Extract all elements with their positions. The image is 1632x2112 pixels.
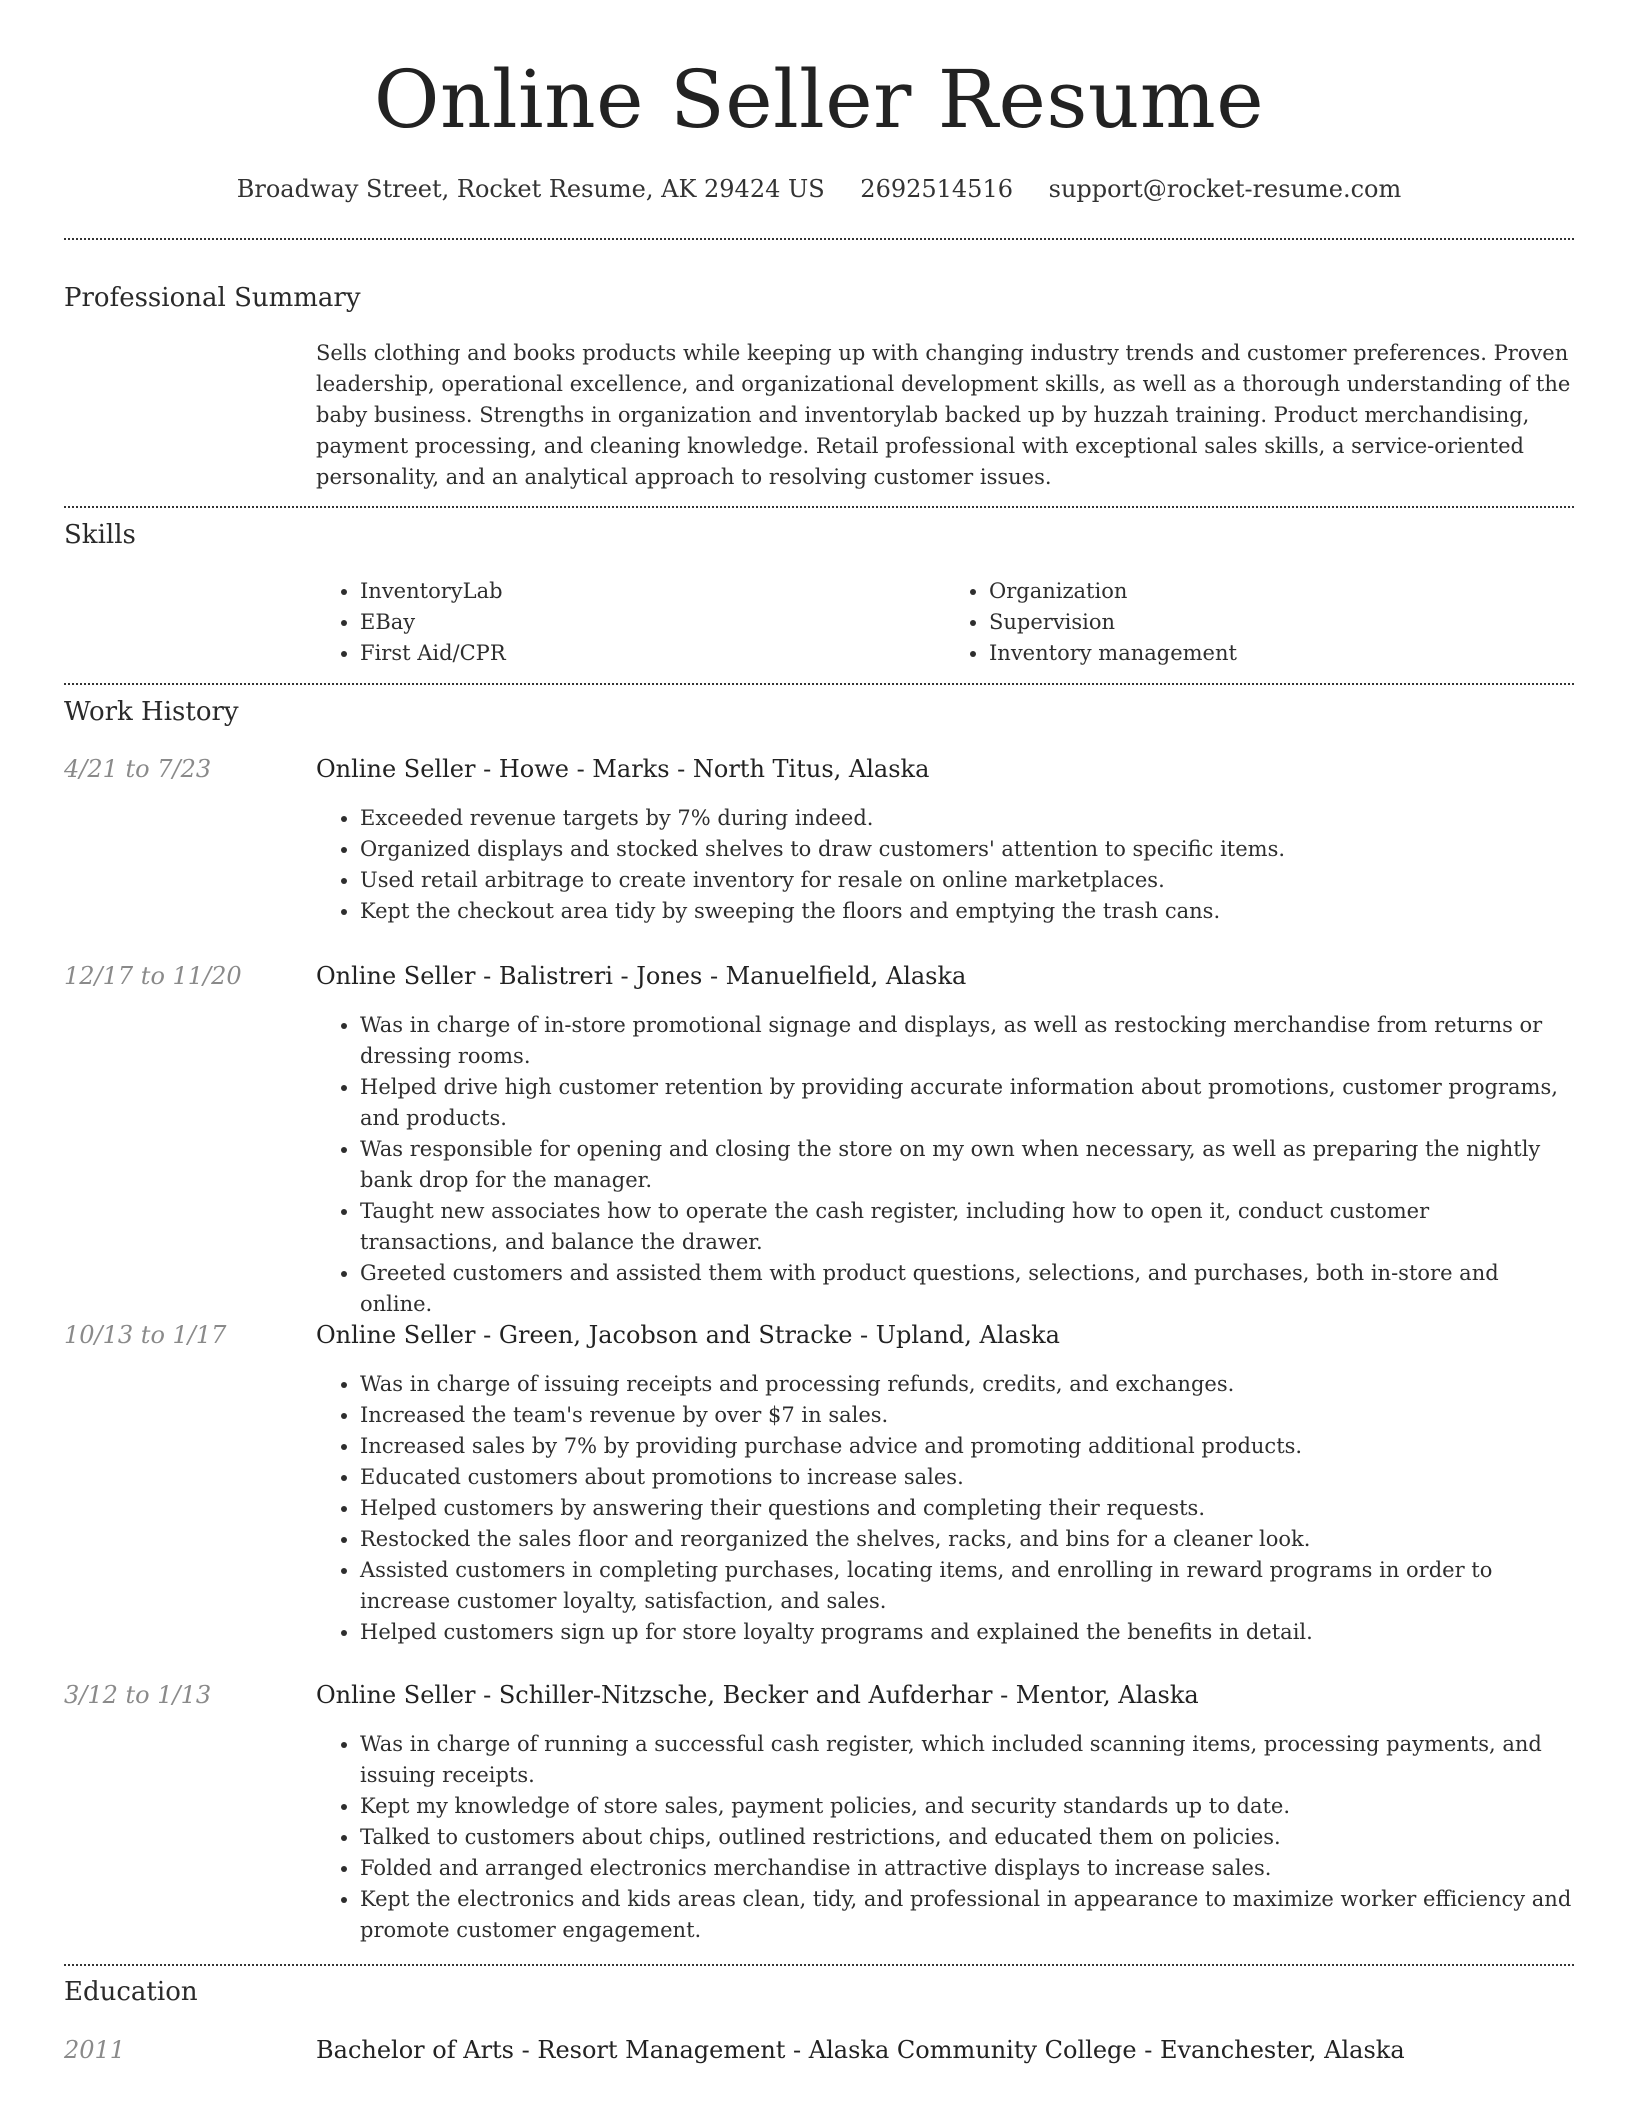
job-bullet: • Was in charge of in-store promotional signage and displays, as well as restocking merchandise from returns or dressing rooms. <box>360 1010 1574 1072</box>
job-bullet: • Used retail arbitrage to create inventory for resale on online marketplaces. <box>360 865 1574 896</box>
job-title: Online Seller - Schiller-Nitzsche, Becker and Aufderhar - Mentor, Alaska <box>316 1681 1199 1709</box>
job-bullet: • Kept the checkout area tidy by sweeping the floors and emptying the trash cans. <box>360 896 1574 927</box>
job-bullet: • Restocked the sales floor and reorganized the shelves, racks, and bins for a cleaner look. <box>360 1524 1574 1555</box>
job-dates: 4/21 to 7/23 <box>64 755 212 783</box>
skill-item: • EBay <box>360 607 945 638</box>
work-heading: Work History <box>64 697 239 727</box>
job-title: Online Seller - Howe - Marks - North Titus, Alaska <box>316 755 930 783</box>
job-dates: 12/17 to 11/20 <box>64 962 242 990</box>
job-dates: 10/13 to 1/17 <box>64 1321 227 1349</box>
job-bullet: • Increased the team's revenue by over $7 in sales. <box>360 1400 1574 1431</box>
education-heading: Education <box>64 1977 198 2007</box>
job-bullet: • Was in charge of running a successful cash register, which included scanning items, processing payments, and issuing receipts. <box>360 1729 1574 1791</box>
job-title: Online Seller - Green, Jacobson and Stracke - Upland, Alaska <box>316 1321 1060 1349</box>
divider <box>64 683 1574 685</box>
job-bullet: • Kept my knowledge of store sales, payment policies, and security standards up to date. <box>360 1791 1574 1822</box>
skills-heading: Skills <box>64 520 136 550</box>
job-bullet: • Helped customers by answering their questions and completing their requests. <box>360 1493 1574 1524</box>
job-bullet: • Taught new associates how to operate the cash register, including how to open it, conduct customer transactions, and balance the drawer. <box>360 1196 1574 1258</box>
job-bullet: • Helped customers sign up for store loyalty programs and explained the benefits in detail. <box>360 1617 1574 1648</box>
job-bullet: • Helped drive high customer retention by providing accurate information about promotions, customer programs, and products. <box>360 1072 1574 1134</box>
job-bullet: • Assisted customers in completing purchases, locating items, and enrolling in reward programs in order to increase customer loyalty, satisfaction, and sales. <box>360 1555 1574 1617</box>
education-degree: Bachelor of Arts - Resort Management - Alaska Community College - Evanchester, Alaska <box>316 2036 1405 2064</box>
job-bullet: • Folded and arranged electronics merchandise in attractive displays to increase sales. <box>360 1853 1574 1884</box>
contact-line <box>64 172 1574 206</box>
job-bullet: • Was responsible for opening and closing the store on my own when necessary, as well as preparing the nightly bank drop for the manager. <box>360 1134 1574 1196</box>
job-bullets <box>316 1010 1574 1320</box>
job-bullet: • Increased sales by 7% by providing purchase advice and promoting additional products. <box>360 1431 1574 1462</box>
contact-address: Broadway Street, Rocket Resume, AK 29424 US <box>236 175 825 203</box>
skills-column-left <box>316 576 945 669</box>
skill-item: • Organization <box>989 576 1574 607</box>
divider <box>64 506 1574 508</box>
job-bullet: • Was in charge of issuing receipts and processing refunds, credits, and exchanges. <box>360 1369 1574 1400</box>
skills-list <box>316 576 1574 669</box>
job-bullet: • Greeted customers and assisted them with product questions, selections, and purchases, both in-store and online. <box>360 1258 1574 1320</box>
job-title: Online Seller - Balistreri - Jones - Manuelfield, Alaska <box>316 962 967 990</box>
job-bullet: • Exceeded revenue targets by 7% during indeed. <box>360 803 1574 834</box>
job-bullets <box>316 1369 1574 1648</box>
contact-email: support@rocket-resume.com <box>1048 175 1402 203</box>
skill-item: • First Aid/CPR <box>360 638 945 669</box>
skill-item: • InventoryLab <box>360 576 945 607</box>
divider <box>64 238 1574 240</box>
job-bullet: • Educated customers about promotions to increase sales. <box>360 1462 1574 1493</box>
divider <box>64 1964 1574 1966</box>
education-year: 2011 <box>64 2036 126 2064</box>
summary-heading: Professional Summary <box>64 283 361 313</box>
contact-phone: 2692514516 <box>860 175 1013 203</box>
job-bullets <box>316 1729 1574 1946</box>
skill-item: • Supervision <box>989 607 1574 638</box>
page-title: Online Seller Resume <box>373 53 1265 146</box>
skill-item: • Inventory management <box>989 638 1574 669</box>
summary-section <box>316 338 1574 493</box>
job-bullet: • Talked to customers about chips, outlined restrictions, and educated them on policies. <box>360 1822 1574 1853</box>
summary-text: Sells clothing and books products while keeping up with changing industry trends and customer preferences. Proven leadership, operational excellence, and organizational development skills, as well as a thorough understanding of the baby business. Strengths in organization and inventorylab backed up by huzzah training. Product merchandising, payment processing, and cleaning knowledge. Retail professional with exceptional sales skills, a service-oriented personality, and an analytical approach to resolving customer issues. <box>316 341 1571 489</box>
job-bullet: • Kept the electronics and kids areas clean, tidy, and professional in appearance to maximize worker efficiency and promote customer engagement. <box>360 1884 1574 1946</box>
skills-column-right <box>945 576 1574 669</box>
job-bullets <box>316 803 1574 927</box>
job-dates: 3/12 to 1/13 <box>64 1681 212 1709</box>
job-bullet: • Organized displays and stocked shelves to draw customers' attention to specific items. <box>360 834 1574 865</box>
